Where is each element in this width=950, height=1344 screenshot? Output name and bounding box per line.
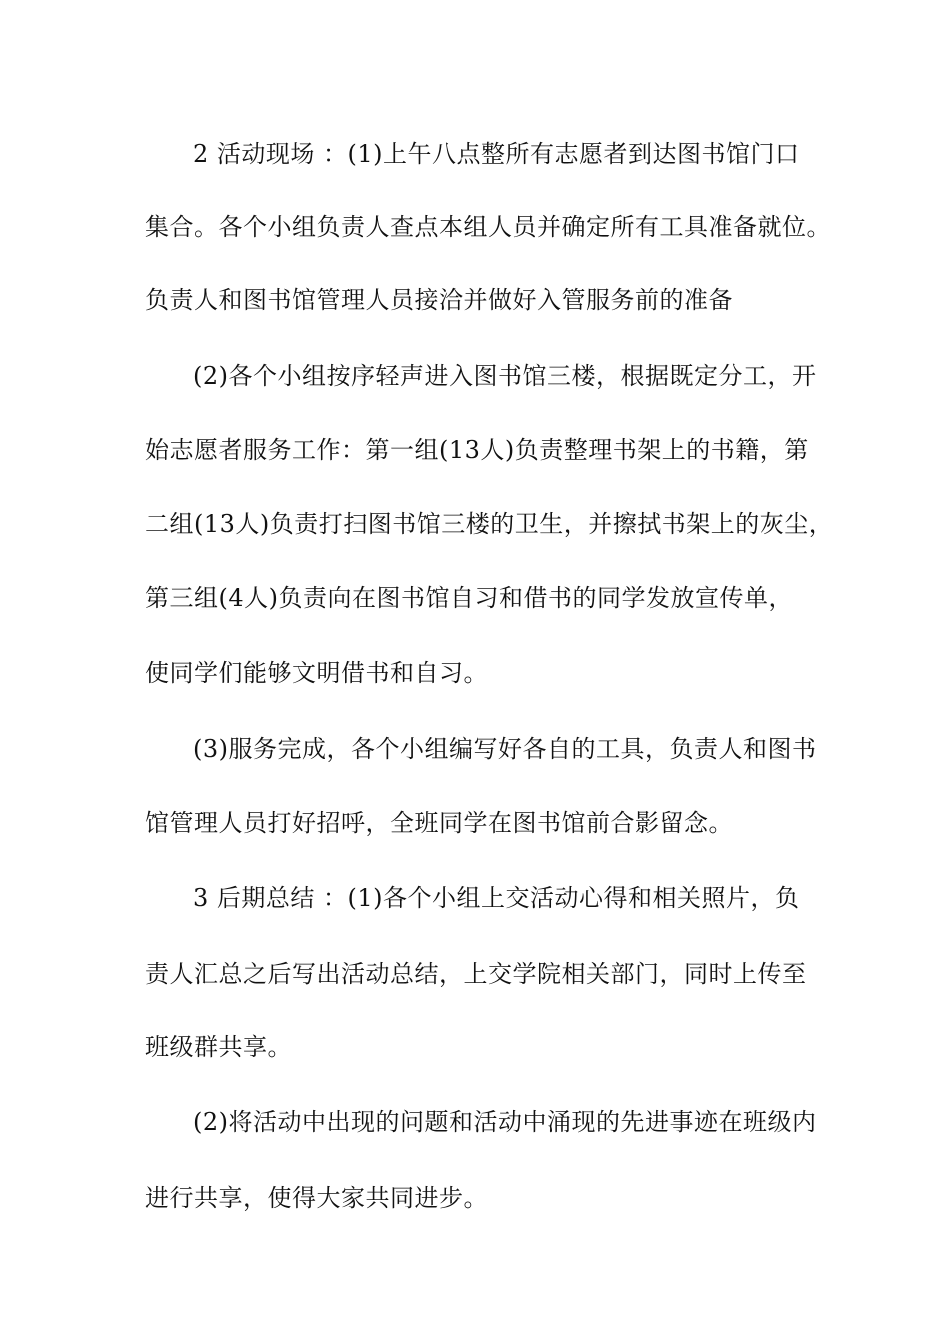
paragraph-line: 始志愿者服务工作：第一组(13人)负责整理书架上的书籍，第 <box>145 436 809 464</box>
paragraph-line: 第三组(4人)负责向在图书馆自习和借书的同学发放宣传单， <box>145 584 793 612</box>
paragraph-line: (2)将活动中出现的问题和活动中涌现的先进事迹在班级内 <box>193 1108 817 1136</box>
paragraph-line: 责人汇总之后写出活动总结，上交学院相关部门，同时上传至 <box>145 960 807 988</box>
paragraph-line: 2 活动现场 ：(1)上午八点整所有志愿者到达图书馆门口 <box>193 140 800 168</box>
paragraph-line: (2)各个小组按序轻声进入图书馆三楼，根据既定分工，开 <box>193 362 817 390</box>
paragraph-line: (3)服务完成，各个小组编写好各自的工具，负责人和图书 <box>193 735 817 763</box>
paragraph-line: 二组(13人)负责打扫图书馆三楼的卫生，并擦拭书架上的灰尘， <box>145 510 834 538</box>
paragraph-line: 进行共享，使得大家共同进步。 <box>145 1184 488 1212</box>
paragraph-line: 班级群共享。 <box>145 1033 292 1061</box>
paragraph-line: 使同学们能够文明借书和自习。 <box>145 659 488 687</box>
paragraph-line: 集合。各个小组负责人查点本组人员并确定所有工具准备就位。 <box>145 213 831 241</box>
paragraph-line: 负责人和图书馆管理人员接洽并做好入管服务前的准备 <box>145 286 733 314</box>
paragraph-line: 3 后期总结 ：(1)各个小组上交活动心得和相关照片，负 <box>193 884 800 912</box>
paragraph-line: 馆管理人员打好招呼，全班同学在图书馆前合影留念。 <box>145 809 733 837</box>
